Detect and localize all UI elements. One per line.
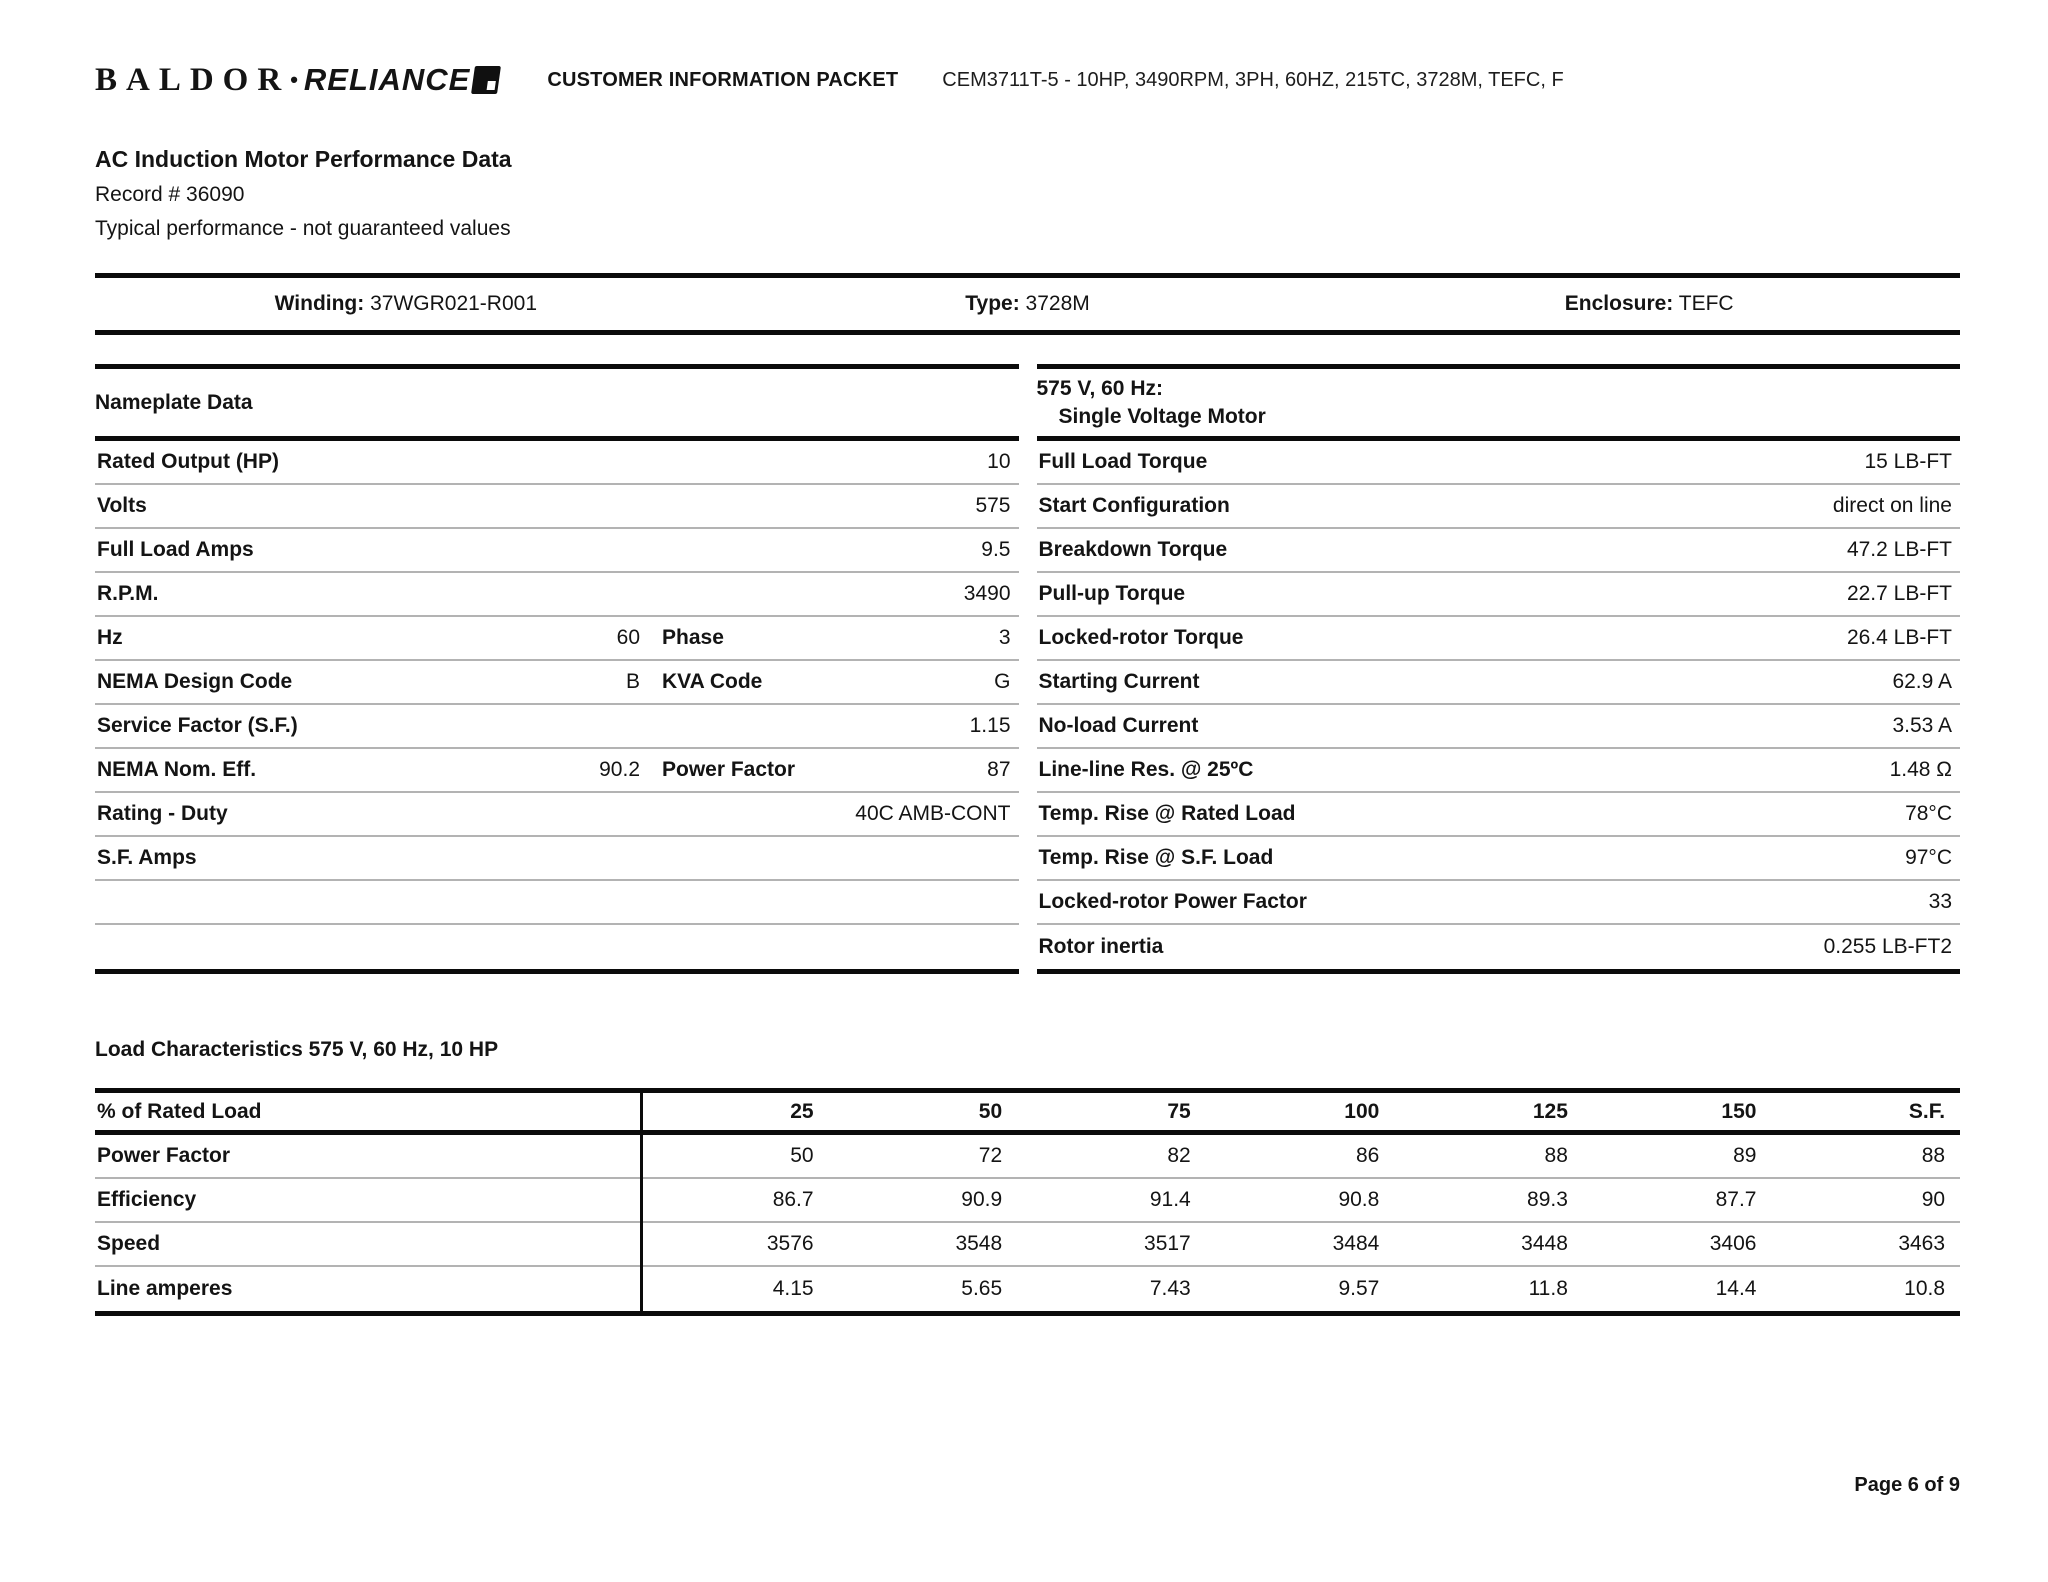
load-characteristics-heading: Load Characteristics 575 V, 60 Hz, 10 HP xyxy=(95,1038,499,1061)
row-value: 62.9 A xyxy=(1892,670,1952,693)
record-number: Record # 36090 xyxy=(95,183,245,206)
row-label: Power Factor xyxy=(97,1144,231,1167)
cell-value: 3448 xyxy=(1521,1232,1568,1255)
table-row xyxy=(95,705,1019,749)
row-label: Rating - Duty xyxy=(97,802,228,825)
row-value: direct on line xyxy=(1832,494,1952,517)
row-mid-value: B xyxy=(625,670,640,693)
table-row xyxy=(1037,529,1961,573)
voltage-heading-line1: 575 V, 60 Hz: xyxy=(1036,376,1163,400)
row-label: Rated Output (HP) xyxy=(97,450,279,473)
row-mid-label: Power Factor xyxy=(662,758,796,781)
row-label: NEMA Design Code xyxy=(97,670,293,693)
cell-value: 89.3 xyxy=(1527,1188,1568,1211)
cell-value: 11.8 xyxy=(1528,1277,1568,1300)
cell-value: 88 xyxy=(1921,1144,1946,1167)
logo-reliance-text: RELIANCE xyxy=(303,62,471,97)
row-value: 10 xyxy=(987,450,1011,473)
row-value: 15 LB-FT xyxy=(1864,450,1952,473)
table-row xyxy=(95,529,1019,573)
row-value: 22.7 LB-FT xyxy=(1846,582,1952,605)
cell-value: 82 xyxy=(1167,1144,1191,1167)
cell-value: 5.65 xyxy=(961,1277,1003,1300)
row-label: Full Load Torque xyxy=(1038,450,1208,473)
row-label: Service Factor (S.F.) xyxy=(97,714,298,737)
row-value: 3490 xyxy=(963,582,1011,605)
cell-value: 3548 xyxy=(955,1232,1003,1255)
row-label: Temp. Rise @ S.F. Load xyxy=(1038,846,1274,869)
cell-value: 3517 xyxy=(1144,1232,1191,1255)
row-value: 1.15 xyxy=(969,714,1011,737)
type-cell xyxy=(717,292,1339,316)
row-label: No-load Current xyxy=(1038,714,1199,737)
cell-value: 86 xyxy=(1355,1144,1380,1167)
table-row xyxy=(1037,793,1961,837)
row-label: Breakdown Torque xyxy=(1038,538,1228,561)
row-value: 0.255 LB-FT2 xyxy=(1823,935,1952,958)
row-mid-value: 90.2 xyxy=(599,758,640,781)
enclosure-label: Enclosure: xyxy=(1564,292,1674,315)
cell-value: 7.43 xyxy=(1149,1277,1191,1300)
row-value: 3 xyxy=(998,626,1011,649)
row-value: 1.48 Ω xyxy=(1889,758,1952,781)
table-row xyxy=(1037,573,1961,617)
row-label: Line amperes xyxy=(97,1277,233,1300)
load-characteristics-table xyxy=(95,1088,1960,1316)
packet-title: CUSTOMER INFORMATION PACKET xyxy=(547,68,899,91)
type-label: Type: xyxy=(965,292,1020,315)
winding-cell xyxy=(95,292,717,316)
row-label: NEMA Nom. Eff. xyxy=(97,758,257,781)
row-value: 87 xyxy=(987,758,1011,781)
row-label: Hz xyxy=(97,626,123,649)
row-label: S.F. Amps xyxy=(97,846,197,869)
table-row xyxy=(1037,705,1961,749)
row-label: Locked-rotor Power Factor xyxy=(1038,890,1307,913)
row-label: Locked-rotor Torque xyxy=(1038,626,1244,649)
table-row xyxy=(95,749,1019,793)
page-title: AC Induction Motor Performance Data xyxy=(95,146,512,172)
title-block xyxy=(95,146,1960,241)
winding-label: Winding: xyxy=(274,292,365,315)
table-row xyxy=(1037,881,1961,925)
cell-value: 9.57 xyxy=(1338,1277,1380,1300)
row-value: 33 xyxy=(1928,890,1952,913)
cell-value: 4.15 xyxy=(772,1277,814,1300)
performance-tables xyxy=(95,364,1960,974)
table-row xyxy=(95,793,1019,837)
reliance-r-mark-icon xyxy=(471,66,501,94)
cell-value: 90.8 xyxy=(1338,1188,1380,1211)
row-label: Full Load Amps xyxy=(97,538,254,561)
cell-value: 88 xyxy=(1544,1144,1568,1167)
table-row xyxy=(95,661,1019,705)
cell-value: 90 xyxy=(1921,1188,1946,1211)
cell-value: 3484 xyxy=(1332,1232,1380,1255)
row-label: Efficiency xyxy=(97,1188,197,1211)
column-header: 100 xyxy=(1344,1099,1380,1123)
voltage-table xyxy=(1037,364,1961,974)
cell-value: 3463 xyxy=(1898,1232,1946,1255)
row-value: 3.53 A xyxy=(1892,714,1952,737)
logo-baldor-text: BALDOR xyxy=(95,61,291,98)
row-label: Rotor inertia xyxy=(1038,935,1164,958)
column-header: 75 xyxy=(1167,1099,1191,1123)
table-row-empty xyxy=(95,881,1019,925)
table-row xyxy=(95,1179,1960,1223)
column-header: % of Rated Load xyxy=(97,1099,262,1123)
cell-value: 14.4 xyxy=(1715,1277,1757,1300)
table-row xyxy=(95,573,1019,617)
cell-value: 89 xyxy=(1733,1144,1757,1167)
nameplate-heading xyxy=(95,369,1019,441)
table-row xyxy=(95,837,1019,881)
table-row xyxy=(95,1223,1960,1267)
cell-value: 72 xyxy=(978,1144,1003,1167)
cell-value: 10.8 xyxy=(1904,1277,1946,1300)
row-value: 575 xyxy=(975,494,1011,517)
row-value: 47.2 LB-FT xyxy=(1846,538,1952,561)
table-row xyxy=(1037,749,1961,793)
column-header: 125 xyxy=(1532,1099,1568,1123)
table-row xyxy=(1037,617,1961,661)
nameplate-heading-text: Nameplate Data xyxy=(95,390,253,414)
performance-note: Typical performance - not guaranteed values xyxy=(95,217,511,240)
table-row xyxy=(1037,485,1961,529)
table-row xyxy=(1037,661,1961,705)
row-label: Volts xyxy=(97,494,147,517)
table-row xyxy=(95,485,1019,529)
column-header: S.F. xyxy=(1908,1099,1946,1123)
cell-value: 3406 xyxy=(1709,1232,1757,1255)
cell-value: 86.7 xyxy=(772,1188,814,1211)
table-row-empty xyxy=(95,925,1019,969)
cell-value: 90.9 xyxy=(961,1188,1003,1211)
row-label: R.P.M. xyxy=(97,582,159,605)
enclosure-value: TEFC xyxy=(1678,292,1734,315)
row-value: 40C AMB-CONT xyxy=(855,802,1011,825)
column-divider xyxy=(640,1093,643,1311)
baldor-reliance-logo xyxy=(95,62,499,99)
row-label: Speed xyxy=(97,1232,161,1255)
row-label: Start Configuration xyxy=(1038,494,1230,517)
cell-value: 87.7 xyxy=(1715,1188,1757,1211)
logo-dot-icon: • xyxy=(290,67,298,92)
row-value: 78°C xyxy=(1905,802,1952,825)
product-spec: CEM3711T-5 - 10HP, 3490RPM, 3PH, 60HZ, 215TC, 3728M, TEFC, F xyxy=(942,68,1564,91)
row-label: Temp. Rise @ Rated Load xyxy=(1038,802,1296,825)
row-value: G xyxy=(994,670,1011,693)
page-number: Page 6 of 9 xyxy=(1854,1474,1960,1496)
row-value: 26.4 LB-FT xyxy=(1846,626,1952,649)
column-header: 150 xyxy=(1721,1099,1757,1123)
row-label: Starting Current xyxy=(1038,670,1200,693)
row-value: 97°C xyxy=(1905,846,1952,869)
row-value: 9.5 xyxy=(981,538,1011,561)
nameplate-table xyxy=(95,364,1019,974)
voltage-heading xyxy=(1037,369,1961,441)
table-row xyxy=(95,617,1019,661)
row-mid-value: 60 xyxy=(616,626,640,649)
cell-value: 50 xyxy=(790,1144,814,1167)
row-label: Line-line Res. @ 25ºC xyxy=(1038,758,1254,781)
enclosure-cell xyxy=(1338,292,1960,316)
winding-value: 37WGR021-R001 xyxy=(370,292,538,315)
table-row xyxy=(1037,925,1961,969)
page-header xyxy=(95,60,1960,100)
table-header-row xyxy=(95,1093,1960,1135)
column-header: 50 xyxy=(978,1099,1003,1123)
column-header: 25 xyxy=(790,1099,814,1123)
type-value: 3728M xyxy=(1025,292,1090,315)
table-row xyxy=(95,441,1019,485)
row-mid-label: Phase xyxy=(662,626,724,649)
cell-value: 3576 xyxy=(766,1232,814,1255)
winding-bar xyxy=(95,273,1960,335)
row-label: Pull-up Torque xyxy=(1038,582,1186,605)
row-mid-label: KVA Code xyxy=(662,670,763,693)
table-row xyxy=(1037,837,1961,881)
table-row xyxy=(1037,441,1961,485)
voltage-heading-line2: Single Voltage Motor xyxy=(1058,404,1266,428)
table-row xyxy=(95,1267,1960,1311)
table-row xyxy=(95,1135,1960,1179)
cell-value: 91.4 xyxy=(1149,1188,1191,1211)
